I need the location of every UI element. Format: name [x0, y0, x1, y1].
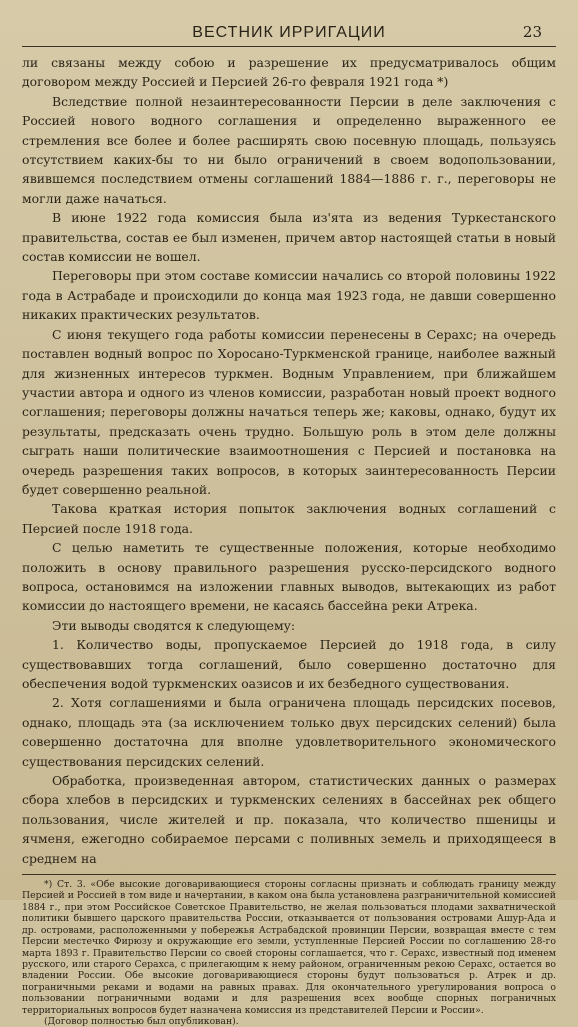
footnote-rule [22, 874, 556, 875]
paragraph: Обработка, произведенная автором, статистических данных о размерах сбора хлебов в персидских и туркменских селениях в бассейнах рек общего пользования, числе жителей и пр. показала, что количество пшеницы и ячменя, ежегодно собираемое персами с поливных земель и приходящееся в среднем на [22, 773, 556, 866]
paragraph: Переговоры при этом составе комиссии начались со второй половины 1922 года в Астрабаде и происходили до конца мая 1923 года, не давши совершенно никаких практических результатов. [22, 268, 556, 323]
journal-title: ВЕСТНИК ИРРИГАЦИИ [192, 24, 386, 41]
paragraph: 1. Количество воды, пропускаемое Персией до 1918 года, в силу существовавших тогда соглашений, было совершенно достаточно для обеспечения водой туркменских оазисов и их безбедного существования. [22, 637, 556, 691]
paragraph: ли связаны между собою и разрешение их предусматривалось общим договором между Россией и Персией 26-го февраля 1921 года *) [22, 55, 556, 90]
footnote-note: (Договор полностью был опубликован). [44, 1015, 239, 1027]
paragraph: Такова краткая история попыток заключения водных соглашений с Персией после 1918 года. [22, 501, 556, 536]
paragraph: С июня текущего года работы комиссии перенесены в Серахс; на очередь поставлен водный вопрос по Хоросано-Туркменской границе, наиболее важный для жизненных интересов туркмен. Водным Управлением, при ближайшем участии автора и одного из членов комиссии, разработан новый проект водного соглашения; переговоры должны начаться теперь же; каковы, однако, будут их результаты, предсказать очень трудно. Большую роль в этом деле должны сыграть наши политические взаимоотношения с Персией и постановка на очередь разрешения таких вопросов, в которых заинтересованность Персии будет совершенно реальной. [22, 326, 556, 497]
paragraph: Эти выводы сводятся к следующему: [52, 617, 296, 633]
header-rule [22, 46, 556, 47]
running-header [22, 0, 556, 46]
paragraph: В июне 1922 года комиссия была из'ята из ведения Туркестанского правительства, состав ее был изменен, причем автор настоящей статьи в новый состав комиссии не вошел. [22, 210, 556, 265]
footnote-text: *) Ст. 3. «Обе высокие договаривающиеся стороны согласны признать и соблюдать границу между Персией и Россией в том виде и начертании, в каком она была установлена разграничительной комиссией 1884 г., при этом Российское Советское Правительство, не желая пользоваться плодами захватнической политики бывшего царского правительства России, отказывается от пользования островами Ашур-Ада и др. островами, расположенными у побережья Астрабадской провинции Персии, возвращая вместе с тем Персии местечко Фирюзу и окружающие его земли, уступленные Персией России по соглашению 28-го марта 1893 г. Правительство Персии со своей стороны соглашается, что г. Серахс, известный под именем русского, или старого Серахса, с прилегающим к нему районом, ограниченным рекою Серахс, остается во владении России. Обе высокие договаривающиеся стороны будут пользоваться р. Атрек и др. пограничными реками и водами на равных правах. Для окончательного урегулирования вопроса о пользовании пограничными водами и для разрешения всех вообще спорных пограничных территориальных вопросов будет назначена комиссия из представителей Персии и России». [22, 879, 556, 1016]
footnote [22, 879, 556, 1027]
paragraph: Вследствие полной незаинтересованности Персии в деле заключения с Россией нового водного соглашения и определенно выраженного ее стремления все более и более расширять свою посевную площадь, пользуясь отсутствием каких-бы то ни было ограничений в своем водопользовании, явившемся последствием отмены соглашений 1884—1886 г. г., переговоры не могли даже начаться. [22, 93, 556, 206]
paragraph: С целью наметить те существенные положения, которые необходимо положить в основу правильного разрешения русско-персидского водного вопроса, остановимся на изложении главных выводов, вытекающих из работ комиссии до настоящего времени, не касаясь бассейна реки Атрека. [22, 540, 556, 614]
article-body [22, 53, 556, 868]
paragraph: 2. Хотя соглашениями и была ограничена площадь персидских посевов, однако, площадь эта (за исключением только двух персидских селений) была совершенно достаточна для вполне удовлетворительного экономического существования персидских селений. [22, 695, 556, 769]
page-number: 23 [522, 23, 542, 41]
